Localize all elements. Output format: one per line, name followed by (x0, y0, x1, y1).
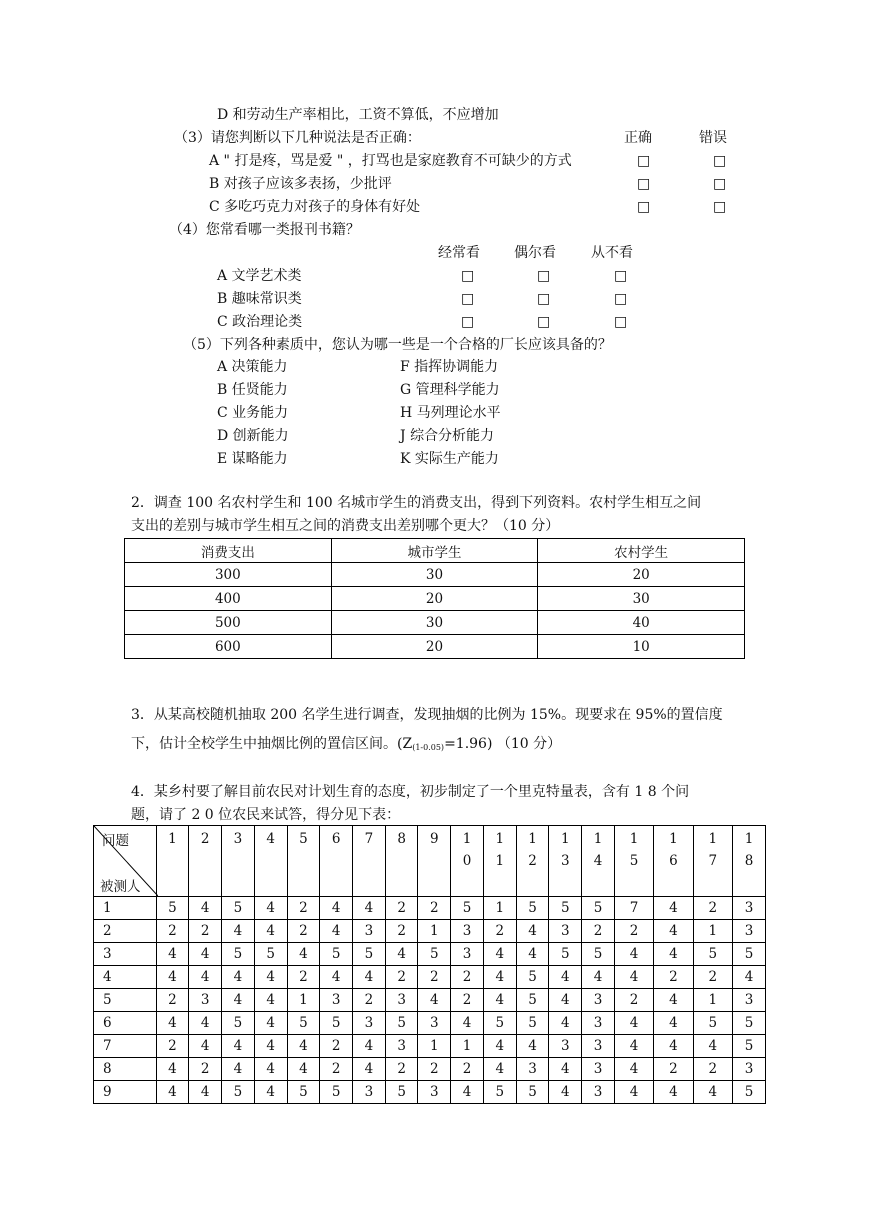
question-number-header (582, 826, 615, 897)
score-cell: 1 (483, 897, 516, 920)
respondent-id: 6 (94, 1012, 157, 1035)
table-row (94, 897, 766, 920)
score-cell: 4 (320, 897, 353, 920)
score-cell: 4 (614, 1058, 653, 1081)
score-cell: 5 (222, 943, 255, 966)
score-cell: 4 (483, 1058, 516, 1081)
score-cell: 4 (549, 1081, 582, 1104)
score-cell: 4 (451, 1081, 484, 1104)
q4-col-sometimes: 偶尔看 (514, 245, 556, 261)
score-cell: 5 (733, 1035, 766, 1058)
score-cell: 5 (451, 897, 484, 920)
score-cell: 5 (516, 897, 549, 920)
q5-right-g: G 管理科学能力 (400, 382, 500, 398)
problem2-text-line1: 2．调查 100 名农村学生和 100 名城市学生的消费支出，得到下列资料。农村学生相互之间 (131, 495, 702, 511)
q5-left-c: C 业务能力 (217, 405, 289, 421)
q3-prompt: （3）请您判断以下几种说法是否正确： (174, 130, 421, 146)
score-cell: 4 (156, 966, 189, 989)
score-cell: 4 (353, 1058, 386, 1081)
score-cell: 4 (385, 943, 418, 966)
table-cell: 10 (538, 635, 745, 659)
table-cell: 500 (125, 611, 332, 635)
question-number-header (353, 826, 386, 897)
q4-item-a: A 文学艺术类 (217, 268, 302, 284)
score-cell: 4 (418, 989, 451, 1012)
score-cell: 4 (483, 989, 516, 1012)
score-cell: 1 (287, 989, 320, 1012)
q1-option-d: D 和劳动生产率相比，工资不算低，不应增加 (217, 107, 499, 123)
score-cell: 4 (222, 920, 255, 943)
score-cell: 2 (320, 1035, 353, 1058)
question-number-header (516, 826, 549, 897)
score-cell: 4 (222, 966, 255, 989)
question-number: 6 (331, 831, 341, 847)
score-cell: 2 (156, 989, 189, 1012)
score-cell: 3 (582, 1012, 615, 1035)
score-cell: 4 (287, 1035, 320, 1058)
score-cell: 4 (156, 1012, 189, 1035)
question-number: 9 (430, 831, 439, 847)
table-row (94, 920, 766, 943)
score-cell: 4 (549, 1012, 582, 1035)
score-cell: 3 (582, 1058, 615, 1081)
score-cell: 2 (418, 1058, 451, 1081)
score-cell: 2 (483, 920, 516, 943)
score-cell: 4 (582, 966, 615, 989)
score-cell: 4 (189, 966, 222, 989)
question-number: 1 2 (528, 831, 537, 869)
score-cell: 3 (418, 1081, 451, 1104)
table-header-row (125, 539, 745, 563)
table-row (125, 563, 745, 587)
score-cell: 4 (320, 920, 353, 943)
corner-label-respondents: 被测人 (100, 879, 141, 895)
q4-col-never: 从不看 (591, 245, 633, 261)
score-cell: 4 (483, 1035, 516, 1058)
table-cell: 300 (125, 563, 332, 587)
score-cell: 2 (385, 920, 418, 943)
score-cell: 1 (693, 989, 732, 1012)
score-cell: 4 (549, 1058, 582, 1081)
score-cell: 5 (320, 1081, 353, 1104)
score-cell: 4 (654, 943, 693, 966)
score-cell: 4 (549, 966, 582, 989)
score-cell: 4 (287, 1058, 320, 1081)
q4-col-often: 经常看 (438, 245, 480, 261)
score-cell: 4 (654, 1081, 693, 1104)
score-cell: 3 (582, 1035, 615, 1058)
table-row (94, 943, 766, 966)
problem3-text-line1: 3．从某高校随机抽取 200 名学生进行调查，发现抽烟的比例为 15%。现要求在 95%的置信度 (131, 707, 723, 723)
score-cell: 3 (353, 1081, 386, 1104)
q4-b-sometimes-checkbox[interactable]: □ (537, 291, 551, 307)
score-cell: 4 (156, 1058, 189, 1081)
likert-score-table (93, 825, 766, 1104)
score-cell: 4 (254, 966, 287, 989)
table-cell: 30 (538, 587, 745, 611)
respondent-id: 3 (94, 943, 157, 966)
score-cell: 4 (320, 966, 353, 989)
score-cell: 5 (287, 1081, 320, 1104)
score-cell: 3 (451, 943, 484, 966)
score-cell: 2 (385, 966, 418, 989)
score-cell: 5 (483, 1081, 516, 1104)
score-cell: 3 (733, 1058, 766, 1081)
q4-c-sometimes-checkbox[interactable]: □ (537, 314, 551, 330)
question-number-header (320, 826, 353, 897)
score-cell: 2 (287, 920, 320, 943)
q5-left-e: E 谋略能力 (217, 451, 288, 467)
q5-right-k: K 实际生产能力 (400, 451, 499, 467)
score-cell: 4 (254, 897, 287, 920)
table-row (94, 989, 766, 1012)
table-row (94, 1035, 766, 1058)
score-cell: 2 (418, 966, 451, 989)
score-cell: 5 (733, 943, 766, 966)
table-cell: 20 (538, 563, 745, 587)
q3-c-right-checkbox[interactable]: □ (637, 199, 651, 215)
q4-c-never-checkbox[interactable]: □ (614, 314, 628, 330)
score-cell: 2 (693, 1058, 732, 1081)
q3-c-wrong-checkbox[interactable]: □ (713, 199, 727, 215)
score-cell: 4 (483, 943, 516, 966)
question-number-header (189, 826, 222, 897)
question-number-header (287, 826, 320, 897)
score-cell: 5 (733, 1081, 766, 1104)
score-cell: 5 (582, 943, 615, 966)
score-cell: 3 (733, 897, 766, 920)
table-cell: 400 (125, 587, 332, 611)
header-cell: 农村学生 (538, 539, 745, 563)
score-cell: 3 (582, 989, 615, 1012)
score-cell: 4 (353, 966, 386, 989)
score-cell: 4 (254, 989, 287, 1012)
q3-item-b: B 对孩子应该多表扬，少批评 (209, 176, 392, 192)
score-cell: 5 (222, 1012, 255, 1035)
question-number-header (549, 826, 582, 897)
score-cell: 2 (693, 897, 732, 920)
respondent-id: 2 (94, 920, 157, 943)
respondent-id: 1 (94, 897, 157, 920)
score-cell: 5 (733, 1012, 766, 1035)
score-cell: 3 (385, 989, 418, 1012)
score-cell: 5 (353, 943, 386, 966)
respondent-id: 4 (94, 966, 157, 989)
score-cell: 4 (254, 920, 287, 943)
q5-right-f: F 指挥协调能力 (400, 359, 499, 375)
score-cell: 7 (614, 897, 653, 920)
score-cell: 4 (614, 1035, 653, 1058)
question-number: 5 (299, 831, 308, 847)
question-number: 1 (168, 831, 177, 847)
score-cell: 5 (320, 1012, 353, 1035)
table-cell: 600 (125, 635, 332, 659)
score-cell: 4 (654, 1012, 693, 1035)
table-row (125, 611, 745, 635)
q3-a-wrong-checkbox[interactable]: □ (713, 153, 727, 169)
score-cell: 5 (516, 966, 549, 989)
header-cell: 城市学生 (331, 539, 538, 563)
score-cell: 3 (733, 920, 766, 943)
score-cell: 4 (287, 943, 320, 966)
score-cell: 4 (353, 897, 386, 920)
corner-label-questions: 问题 (102, 833, 129, 849)
question-number: 1 7 (708, 831, 718, 869)
score-cell: 4 (156, 943, 189, 966)
question-number-header (254, 826, 287, 897)
respondent-id: 8 (94, 1058, 157, 1081)
q4-a-often-checkbox[interactable]: □ (461, 268, 475, 284)
problem3-line2-tail: =1.96) （10 分） (444, 736, 562, 752)
score-cell: 5 (156, 897, 189, 920)
question-number-header (483, 826, 516, 897)
score-cell: 2 (614, 989, 653, 1012)
score-cell: 2 (189, 920, 222, 943)
q4-item-c: C 政治理论类 (217, 314, 303, 330)
question-number-header (693, 826, 732, 897)
score-cell: 4 (189, 1012, 222, 1035)
score-cell: 4 (733, 966, 766, 989)
question-number: 1 5 (629, 831, 639, 869)
score-cell: 2 (614, 920, 653, 943)
table-row (125, 635, 745, 659)
score-cell: 5 (483, 1012, 516, 1035)
score-cell: 3 (549, 920, 582, 943)
score-cell: 4 (614, 1012, 653, 1035)
q4-b-often-checkbox[interactable]: □ (461, 291, 475, 307)
score-cell: 3 (353, 920, 386, 943)
score-cell: 5 (320, 943, 353, 966)
problem2-text-line2: 支出的差别与城市学生相互之间的消费支出差别哪个更大？（10 分） (131, 518, 560, 534)
score-cell: 1 (418, 1035, 451, 1058)
score-cell: 5 (549, 943, 582, 966)
q3-col-wrong: 错误 (699, 130, 727, 146)
question-number-header (156, 826, 189, 897)
score-cell: 4 (654, 989, 693, 1012)
corner-cell (94, 826, 157, 897)
score-cell: 2 (654, 966, 693, 989)
score-cell: 4 (516, 920, 549, 943)
score-cell: 4 (254, 1035, 287, 1058)
table-row (94, 966, 766, 989)
question-number-header (614, 826, 653, 897)
q3-a-right-checkbox[interactable]: □ (637, 153, 651, 169)
score-cell: 2 (693, 966, 732, 989)
score-cell: 4 (654, 1035, 693, 1058)
score-cell: 4 (614, 966, 653, 989)
problem4-text-line2: 题，请了 2 0 位农民来试答，得分见下表： (131, 807, 401, 823)
score-cell: 3 (582, 1081, 615, 1104)
score-cell: 4 (189, 897, 222, 920)
table-row (94, 1012, 766, 1035)
score-cell: 2 (451, 966, 484, 989)
score-cell: 5 (222, 1081, 255, 1104)
table-cell: 30 (331, 611, 538, 635)
score-cell: 2 (320, 1058, 353, 1081)
score-cell: 4 (483, 966, 516, 989)
score-cell: 3 (320, 989, 353, 1012)
score-cell: 5 (287, 1012, 320, 1035)
respondent-id: 5 (94, 989, 157, 1012)
table-row (94, 1081, 766, 1104)
q5-right-j: J 综合分析能力 (400, 428, 495, 444)
score-cell: 4 (156, 1081, 189, 1104)
question-number: 1 3 (560, 831, 570, 869)
score-cell: 4 (549, 989, 582, 1012)
score-cell: 5 (582, 897, 615, 920)
score-cell: 5 (418, 943, 451, 966)
score-cell: 4 (451, 1012, 484, 1035)
table-row (94, 1058, 766, 1081)
score-cell: 5 (385, 1081, 418, 1104)
table-cell: 40 (538, 611, 745, 635)
problem3-line2-main: 下，估计全校学生中抽烟比例的置信区间。(Z (131, 736, 413, 752)
problem4-text-line1: 4．某乡村要了解目前农民对计划生育的态度，初步制定了一个里克特量表，含有 1 8 个问 (131, 784, 690, 800)
score-cell: 5 (549, 897, 582, 920)
question-number: 8 (397, 831, 406, 847)
score-cell: 5 (516, 989, 549, 1012)
score-cell: 4 (693, 1035, 732, 1058)
table-cell: 30 (331, 563, 538, 587)
score-cell: 4 (189, 1081, 222, 1104)
question-number-header (222, 826, 255, 897)
score-cell: 4 (654, 920, 693, 943)
question-number-header (385, 826, 418, 897)
score-cell: 2 (654, 1058, 693, 1081)
table-cell: 20 (331, 587, 538, 611)
q3-b-right-checkbox[interactable]: □ (637, 176, 651, 192)
score-cell: 4 (222, 1058, 255, 1081)
question-number: 3 (233, 831, 243, 847)
q3-item-c: C 多吃巧克力对孩子的身体有好处 (209, 199, 421, 215)
score-cell: 5 (385, 1012, 418, 1035)
q3-b-wrong-checkbox[interactable]: □ (713, 176, 727, 192)
q4-b-never-checkbox[interactable]: □ (614, 291, 628, 307)
header-cell: 消费支出 (125, 539, 332, 563)
table-row (125, 587, 745, 611)
q4-a-sometimes-checkbox[interactable]: □ (537, 268, 551, 284)
score-cell: 4 (222, 989, 255, 1012)
question-number: 1 1 (495, 831, 505, 869)
q4-a-never-checkbox[interactable]: □ (614, 268, 628, 284)
score-cell: 4 (189, 1035, 222, 1058)
score-cell: 2 (385, 1058, 418, 1081)
score-cell: 4 (353, 1035, 386, 1058)
problem3-text-line2 (131, 735, 561, 757)
question-number: 1 6 (669, 831, 678, 869)
score-cell: 4 (516, 943, 549, 966)
score-cell: 4 (189, 943, 222, 966)
score-cell: 4 (614, 943, 653, 966)
score-cell: 3 (733, 989, 766, 1012)
question-number-header (418, 826, 451, 897)
q4-prompt: （4）您常看哪一类报刊书籍？ (169, 222, 360, 238)
score-cell: 2 (353, 989, 386, 1012)
score-cell: 2 (156, 1035, 189, 1058)
score-cell: 4 (516, 1035, 549, 1058)
q5-prompt: （5）下列各种素质中，您认为哪一些是一个合格的厂长应该具备的？ (183, 337, 612, 353)
score-cell: 2 (287, 897, 320, 920)
score-cell: 5 (222, 897, 255, 920)
question-number: 2 (200, 831, 210, 847)
score-cell: 5 (254, 943, 287, 966)
q5-left-a: A 决策能力 (217, 359, 288, 375)
question-number: 7 (364, 831, 374, 847)
score-cell: 3 (549, 1035, 582, 1058)
question-number-header (733, 826, 766, 897)
consumption-table (124, 538, 745, 659)
score-cell: 1 (693, 920, 732, 943)
score-cell: 3 (385, 1035, 418, 1058)
score-cell: 3 (451, 920, 484, 943)
q4-item-b: B 趣味常识类 (217, 291, 302, 307)
score-cell: 4 (254, 1058, 287, 1081)
score-cell: 2 (582, 920, 615, 943)
score-cell: 2 (451, 1058, 484, 1081)
score-cell: 2 (418, 897, 451, 920)
table-cell: 20 (331, 635, 538, 659)
q5-left-b: B 任贤能力 (217, 382, 288, 398)
q4-c-often-checkbox[interactable]: □ (461, 314, 475, 330)
score-cell: 2 (189, 1058, 222, 1081)
question-number-header (654, 826, 693, 897)
score-cell: 3 (418, 1012, 451, 1035)
q3-col-right: 正确 (624, 130, 652, 146)
score-cell: 5 (516, 1012, 549, 1035)
q5-right-h: H 马列理论水平 (400, 405, 501, 421)
score-cell: 4 (614, 1081, 653, 1104)
question-number: 1 4 (593, 831, 603, 869)
question-number: 1 0 (462, 831, 472, 869)
score-cell: 3 (189, 989, 222, 1012)
score-cell: 5 (516, 1081, 549, 1104)
score-cell: 2 (156, 920, 189, 943)
respondent-id: 7 (94, 1035, 157, 1058)
respondent-id: 9 (94, 1081, 157, 1104)
score-cell: 4 (222, 1035, 255, 1058)
score-cell: 4 (693, 1081, 732, 1104)
score-cell: 1 (451, 1035, 484, 1058)
score-cell: 3 (516, 1058, 549, 1081)
score-cell: 3 (353, 1012, 386, 1035)
score-cell: 2 (287, 966, 320, 989)
score-cell: 2 (451, 989, 484, 1012)
problem3-subscript: (1-0.05) (412, 743, 445, 752)
score-cell: 1 (418, 920, 451, 943)
score-cell: 4 (654, 897, 693, 920)
q5-left-d: D 创新能力 (217, 428, 289, 444)
q3-item-a: A " 打是疼，骂是爱 " ，打骂也是家庭教育不可缺少的方式 (209, 153, 572, 169)
score-cell: 4 (254, 1081, 287, 1104)
table-header-row (94, 826, 766, 897)
score-cell: 5 (693, 1012, 732, 1035)
score-cell: 5 (693, 943, 732, 966)
score-cell: 4 (254, 1012, 287, 1035)
question-number: 4 (266, 831, 275, 847)
question-number: 1 8 (744, 831, 754, 869)
question-number-header (451, 826, 484, 897)
score-cell: 2 (385, 897, 418, 920)
